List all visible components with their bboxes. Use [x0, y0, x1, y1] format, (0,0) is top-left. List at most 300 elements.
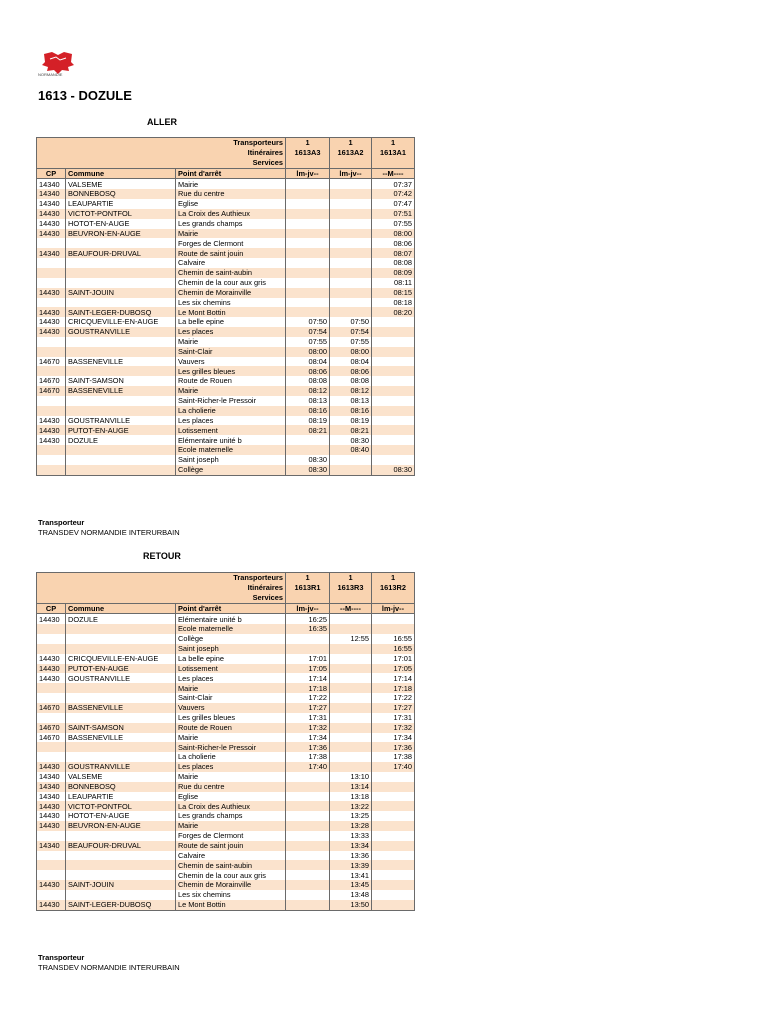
departure-time: 16:35 [286, 624, 330, 634]
stop-commune [66, 860, 176, 870]
timetable-row [37, 860, 415, 870]
timetable-row [37, 347, 415, 357]
stop-cp: 14430 [37, 317, 66, 327]
stop-name: Saint joseph [176, 455, 286, 465]
departure-time: 17:38 [372, 752, 415, 762]
column-header-row [37, 603, 415, 614]
departure-time [330, 219, 372, 229]
stop-commune [66, 406, 176, 416]
timetable-row [37, 742, 415, 752]
header-row-services [37, 158, 415, 168]
logo-caption: NORMANDIE [38, 72, 63, 77]
departure-time: 08:08 [330, 376, 372, 386]
stop-commune [66, 742, 176, 752]
timetable-row [37, 199, 415, 209]
departure-time: 13:10 [330, 772, 372, 782]
departure-time [330, 762, 372, 772]
timetable-row [37, 238, 415, 248]
stop-commune: HOTOT-EN-AUGE [66, 811, 176, 821]
stop-commune: SAINT-LEGER-DUBOSQ [66, 307, 176, 317]
departure-time: 08:08 [286, 376, 330, 386]
departure-time: 17:34 [286, 733, 330, 743]
departure-time: 08:06 [330, 366, 372, 376]
departure-time [330, 683, 372, 693]
stop-commune: CRICQUEVILLE-EN-AUGE [66, 654, 176, 664]
stop-name: Chemin de Morainville [176, 880, 286, 890]
departure-time: 08:00 [372, 229, 415, 239]
departure-time: 07:42 [372, 189, 415, 199]
stop-commune [66, 713, 176, 723]
timetable-row [37, 445, 415, 455]
departure-time: 08:30 [330, 435, 372, 445]
stop-commune: VALSEME [66, 179, 176, 189]
stop-cp [37, 396, 66, 406]
stop-name: Les places [176, 416, 286, 426]
departure-time: 13:33 [330, 831, 372, 841]
departure-time [286, 278, 330, 288]
departure-time [372, 327, 415, 337]
departure-time: 08:13 [330, 396, 372, 406]
stop-name: Chemin de la cour aux gris [176, 870, 286, 880]
stop-cp: 14430 [37, 664, 66, 674]
service-transporteur: 1 [286, 573, 330, 583]
departure-time [330, 307, 372, 317]
stop-commune: BASSENEVILLE [66, 357, 176, 367]
departure-time [286, 445, 330, 455]
departure-time: 13:18 [330, 792, 372, 802]
stop-commune [66, 347, 176, 357]
timetable-row [37, 229, 415, 239]
stop-name: Les grands champs [176, 219, 286, 229]
stop-cp: 14340 [37, 179, 66, 189]
departure-time: 08:12 [286, 386, 330, 396]
stop-cp [37, 752, 66, 762]
stop-commune: DOZULE [66, 435, 176, 445]
timetable-row [37, 288, 415, 298]
service-days: --M---- [330, 603, 372, 614]
departure-time [286, 644, 330, 654]
departure-time [330, 614, 372, 624]
departure-time [286, 298, 330, 308]
stop-name: Les places [176, 762, 286, 772]
stop-commune: GOUSTRANVILLE [66, 673, 176, 683]
stop-cp [37, 337, 66, 347]
stop-cp: 14670 [37, 376, 66, 386]
departure-time: 08:06 [372, 238, 415, 248]
departure-time [286, 821, 330, 831]
stop-commune [66, 624, 176, 634]
timetable-row [37, 317, 415, 327]
departure-time: 13:41 [330, 870, 372, 880]
timetable-row [37, 654, 415, 664]
departure-time [286, 851, 330, 861]
departure-time [372, 347, 415, 357]
departure-time [372, 455, 415, 465]
departure-time: 08:04 [286, 357, 330, 367]
service-transporteur: 1 [372, 573, 415, 583]
departure-time: 17:05 [372, 664, 415, 674]
departure-time [372, 386, 415, 396]
section-aller-title: ALLER [147, 117, 177, 127]
departure-time: 17:27 [372, 703, 415, 713]
stop-name: Les six chemins [176, 298, 286, 308]
departure-time [330, 654, 372, 664]
stop-name: Le Mont Bottin [176, 307, 286, 317]
departure-time: 17:31 [372, 713, 415, 723]
stop-commune: BEAUFOUR-DRUVAL [66, 841, 176, 851]
departure-time [372, 890, 415, 900]
stop-name: Route de saint jouin [176, 248, 286, 258]
departure-time [330, 199, 372, 209]
stop-cp: 14430 [37, 811, 66, 821]
timetable-row [37, 634, 415, 644]
timetable-row [37, 376, 415, 386]
stop-cp [37, 851, 66, 861]
departure-time [372, 425, 415, 435]
departure-time: 17:14 [372, 673, 415, 683]
departure-time: 07:47 [372, 199, 415, 209]
stop-commune [66, 831, 176, 841]
service-itineraire: 1613A3 [286, 148, 330, 158]
timetable-row [37, 624, 415, 634]
stop-name: La Croix des Authieux [176, 801, 286, 811]
stop-name: Les six chemins [176, 890, 286, 900]
timetable-row [37, 851, 415, 861]
departure-time: 07:54 [330, 327, 372, 337]
stop-name: La belle epine [176, 317, 286, 327]
stop-cp [37, 683, 66, 693]
departure-time [372, 821, 415, 831]
departure-time: 07:50 [330, 317, 372, 327]
departure-time: 08:30 [372, 465, 415, 475]
departure-time [330, 713, 372, 723]
header-label: Services [37, 593, 286, 603]
stop-commune [66, 298, 176, 308]
departure-time [330, 693, 372, 703]
stop-name: Calvaire [176, 258, 286, 268]
departure-time [330, 624, 372, 634]
stop-name: Saint-Richer-le Pressoir [176, 396, 286, 406]
service-transporteur: 1 [372, 138, 415, 148]
timetable-row [37, 614, 415, 624]
departure-time [330, 209, 372, 219]
stop-cp: 14430 [37, 288, 66, 298]
departure-time: 17:05 [286, 664, 330, 674]
departure-time: 13:50 [330, 900, 372, 910]
header-row-transporteurs [37, 138, 415, 148]
service-transporteur: 1 [286, 138, 330, 148]
departure-time: 08:15 [372, 288, 415, 298]
departure-time: 08:16 [330, 406, 372, 416]
stop-commune: GOUSTRANVILLE [66, 762, 176, 772]
departure-time: 08:19 [330, 416, 372, 426]
departure-time [372, 435, 415, 445]
departure-time [372, 860, 415, 870]
timetable-row [37, 664, 415, 674]
departure-time: 17:22 [286, 693, 330, 703]
stop-name: Collège [176, 634, 286, 644]
stop-cp: 14430 [37, 762, 66, 772]
departure-time [330, 664, 372, 674]
stop-cp: 14670 [37, 386, 66, 396]
stop-name: Route de Rouen [176, 376, 286, 386]
departure-time [286, 288, 330, 298]
timetable-row [37, 752, 415, 762]
stop-name: La cholierie [176, 406, 286, 416]
timetable-row [37, 900, 415, 910]
stop-name: Mairie [176, 772, 286, 782]
stop-name: Saint-Clair [176, 693, 286, 703]
stop-commune [66, 278, 176, 288]
departure-time [372, 376, 415, 386]
header-label: Services [37, 158, 286, 168]
stop-commune [66, 366, 176, 376]
departure-time: 07:51 [372, 209, 415, 219]
stop-commune: GOUSTRANVILLE [66, 327, 176, 337]
stop-name: Calvaire [176, 851, 286, 861]
stop-cp [37, 465, 66, 475]
header-row-transporteurs [37, 573, 415, 583]
departure-time: 08:16 [286, 406, 330, 416]
departure-time: 07:55 [286, 337, 330, 347]
departure-time [330, 179, 372, 189]
departure-time [286, 801, 330, 811]
stop-name: Eglise [176, 199, 286, 209]
departure-time [372, 851, 415, 861]
stop-commune [66, 752, 176, 762]
column-header-commune: Commune [66, 168, 176, 179]
departure-time [286, 792, 330, 802]
departure-time [372, 782, 415, 792]
departure-time [286, 634, 330, 644]
stop-cp: 14670 [37, 733, 66, 743]
timetable-row [37, 298, 415, 308]
header-label: Transporteurs [37, 138, 286, 148]
departure-time: 17:27 [286, 703, 330, 713]
timetable-row [37, 880, 415, 890]
stop-name: Chemin de Morainville [176, 288, 286, 298]
timetable-row [37, 683, 415, 693]
stop-cp: 14430 [37, 425, 66, 435]
departure-time [330, 644, 372, 654]
departure-time [286, 841, 330, 851]
timetable-row [37, 278, 415, 288]
timetable-row [37, 179, 415, 189]
departure-time: 17:32 [286, 723, 330, 733]
stop-cp [37, 278, 66, 288]
stop-cp: 14430 [37, 673, 66, 683]
stop-commune [66, 890, 176, 900]
departure-time: 13:45 [330, 880, 372, 890]
timetable-row [37, 435, 415, 445]
stop-name: Ecole maternelle [176, 624, 286, 634]
stop-name: Saint-Clair [176, 347, 286, 357]
stop-cp [37, 713, 66, 723]
timetable-row [37, 465, 415, 475]
timetable-row [37, 386, 415, 396]
departure-time: 16:55 [372, 644, 415, 654]
departure-time: 08:06 [286, 366, 330, 376]
header-label: Transporteurs [37, 573, 286, 583]
departure-time [286, 268, 330, 278]
departure-time: 08:00 [286, 347, 330, 357]
stop-commune [66, 634, 176, 644]
stop-commune: BONNEBOSQ [66, 189, 176, 199]
departure-time: 17:18 [286, 683, 330, 693]
departure-time: 17:40 [372, 762, 415, 772]
departure-time: 12:55 [330, 634, 372, 644]
timetable-row [37, 337, 415, 347]
retour-footer-value: TRANSDEV NORMANDIE INTERURBAIN [38, 963, 180, 972]
timetable-row [37, 357, 415, 367]
departure-time: 08:21 [286, 425, 330, 435]
stop-commune: BEUVRON-EN-AUGE [66, 821, 176, 831]
stop-cp [37, 258, 66, 268]
departure-time [330, 189, 372, 199]
stop-name: Route de Rouen [176, 723, 286, 733]
stop-cp: 14430 [37, 801, 66, 811]
stop-commune: BONNEBOSQ [66, 782, 176, 792]
stop-commune [66, 238, 176, 248]
timetable-row [37, 782, 415, 792]
stop-commune [66, 683, 176, 693]
stop-name: Elémentaire unité b [176, 614, 286, 624]
departure-time [286, 248, 330, 258]
departure-time [372, 416, 415, 426]
timetable-row [37, 703, 415, 713]
stop-name: Elémentaire unité b [176, 435, 286, 445]
stop-commune: DOZULE [66, 614, 176, 624]
timetable-row [37, 792, 415, 802]
departure-time: 13:39 [330, 860, 372, 870]
departure-time [286, 199, 330, 209]
stop-name: La Croix des Authieux [176, 209, 286, 219]
stop-commune [66, 851, 176, 861]
stop-cp [37, 347, 66, 357]
timetable-row [37, 307, 415, 317]
departure-time [330, 229, 372, 239]
stop-name: Mairie [176, 733, 286, 743]
departure-time [286, 782, 330, 792]
departure-time: 17:36 [372, 742, 415, 752]
departure-time: 13:36 [330, 851, 372, 861]
departure-time: 17:22 [372, 693, 415, 703]
section-retour-title: RETOUR [143, 551, 181, 561]
stop-cp: 14670 [37, 703, 66, 713]
stop-cp: 14430 [37, 219, 66, 229]
timetable-row [37, 890, 415, 900]
timetable-row [37, 209, 415, 219]
timetable-row [37, 219, 415, 229]
aller-timetable [36, 137, 415, 476]
stop-commune: BASSENEVILLE [66, 733, 176, 743]
departure-time: 07:55 [372, 219, 415, 229]
departure-time [286, 229, 330, 239]
stop-name: Lotissement [176, 425, 286, 435]
timetable-row [37, 831, 415, 841]
stop-cp: 14430 [37, 821, 66, 831]
stop-name: Ecole maternelle [176, 445, 286, 455]
departure-time [330, 248, 372, 258]
timetable-row [37, 406, 415, 416]
stop-cp: 14430 [37, 654, 66, 664]
departure-time: 17:14 [286, 673, 330, 683]
timetable-row [37, 248, 415, 258]
header-label: Itinéraires [37, 583, 286, 593]
stop-commune: PUTOT-EN-AUGE [66, 425, 176, 435]
departure-time [330, 465, 372, 475]
stop-cp [37, 831, 66, 841]
departure-time [372, 445, 415, 455]
stop-cp [37, 455, 66, 465]
timetable-row [37, 268, 415, 278]
departure-time [372, 801, 415, 811]
stop-cp: 14430 [37, 327, 66, 337]
departure-time [286, 772, 330, 782]
departure-time: 16:25 [286, 614, 330, 624]
stop-commune: BASSENEVILLE [66, 386, 176, 396]
timetable-row [37, 772, 415, 782]
column-header-cp: CP [37, 168, 66, 179]
stop-name: Les places [176, 673, 286, 683]
stop-commune [66, 870, 176, 880]
stop-commune [66, 268, 176, 278]
departure-time [286, 831, 330, 841]
departure-time: 08:11 [372, 278, 415, 288]
timetable-row [37, 189, 415, 199]
stop-name: Mairie [176, 386, 286, 396]
service-itineraire: 1613R2 [372, 583, 415, 593]
stop-commune: PUTOT-EN-AUGE [66, 664, 176, 674]
timetable-row [37, 416, 415, 426]
stop-commune: BEUVRON-EN-AUGE [66, 229, 176, 239]
stop-cp [37, 268, 66, 278]
departure-time [286, 890, 330, 900]
departure-time [286, 189, 330, 199]
departure-time: 17:40 [286, 762, 330, 772]
departure-time: 08:00 [330, 347, 372, 357]
stop-cp [37, 870, 66, 880]
stop-name: Les grilles bleues [176, 366, 286, 376]
departure-time [286, 209, 330, 219]
departure-time: 16:55 [372, 634, 415, 644]
timetable-row [37, 762, 415, 772]
departure-time [330, 298, 372, 308]
stop-name: Mairie [176, 179, 286, 189]
departure-time: 08:13 [286, 396, 330, 406]
timetable-row [37, 673, 415, 683]
service-days: lm-jv-- [286, 168, 330, 179]
stop-name: Mairie [176, 229, 286, 239]
stop-name: La belle epine [176, 654, 286, 664]
timetable-row [37, 713, 415, 723]
departure-time [372, 614, 415, 624]
departure-time [330, 723, 372, 733]
departure-time [330, 752, 372, 762]
stop-commune: SAINT-LEGER-DUBOSQ [66, 900, 176, 910]
departure-time [330, 238, 372, 248]
timetable-row [37, 870, 415, 880]
departure-time: 17:38 [286, 752, 330, 762]
column-header-point-arret: Point d'arrêt [176, 168, 286, 179]
departure-time [286, 238, 330, 248]
departure-time [330, 703, 372, 713]
stop-cp [37, 445, 66, 455]
stop-cp: 14340 [37, 189, 66, 199]
stop-name: Forges de Clermont [176, 238, 286, 248]
departure-time [286, 307, 330, 317]
departure-time [372, 406, 415, 416]
